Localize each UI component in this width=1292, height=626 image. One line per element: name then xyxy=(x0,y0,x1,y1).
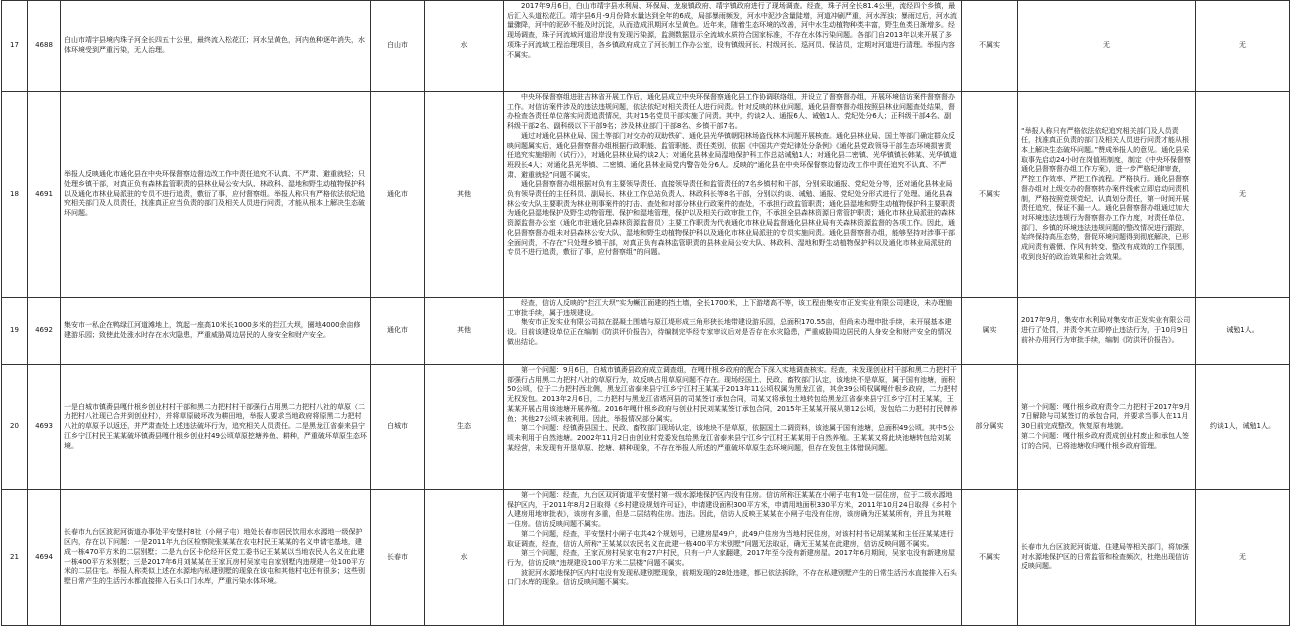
row-city: 白城市 xyxy=(371,365,425,490)
investigation-paragraph: 中央环保督察组进驻吉林省开展工作后，通化县成立中央环保督察通化县工作协调联络组，并设立了督察督办组，开展环境信访案件督察督办工作。对信访案件涉及的违法违规问题，依法依纪对相关责任人进行问责。针对反映的林业问题，通化县督察督办组按照县林业问题查处结果，督办检查各责任单位落实问责追责情况，共对15名党员干部实施了问责。其中，约谈2人、通报6人、诫勉1人、党纪处分6人；正科级干部4名、副科级干部2名、副科级以下干部9名；涉及林业部门干部8名、乡镇干部7名。 xyxy=(507,93,955,131)
row-city: 通化市 xyxy=(371,298,425,365)
row-complaint: 白山市靖宇县境内珠子河全长四五十公里，最终流入松花江；河水呈黄色，河内鱼种逐年消失，水体环境受到严重污染，无人治理。 xyxy=(61,1,371,92)
row-city: 白山市 xyxy=(371,1,425,92)
table-row xyxy=(2,92,1290,298)
row-id: 4691 xyxy=(28,92,61,298)
row-investigation xyxy=(504,365,962,490)
row-type: 生态 xyxy=(425,365,504,490)
row-investigation xyxy=(504,1,962,92)
row-verdict: 不属实 xyxy=(962,92,1018,298)
row-handling: 2017年9月，集安市水利局对集安市正发实业有限公司进行了处罚，并责令其立即停止违法行为，于10月9日前补办用河行为审批手续，编制《防洪评价报告》。 xyxy=(1018,298,1196,365)
row-id: 4688 xyxy=(28,1,61,92)
row-type: 其他 xyxy=(425,92,504,298)
investigation-paragraph: 第三个问题，经查，王家瓦房村吴家屯有27户村民，只有一户人家翻建，2017年至今没有新建房屋。2017年6月期间，吴家屯没有新建房屋行为，信访反映“违规建设100平方米二层楼”问题不属实。 xyxy=(507,549,955,567)
row-investigation xyxy=(504,92,962,298)
row-verdict: 不属实 xyxy=(962,1,1018,92)
row-complaint: 一是白城市镇赉县嘎什根乡创业村村干部和黑二力把村村干部强行占用黑二力把村八社的草原（二力把村八社现已合并到创业村），并将草原破坏改为耕田地，举报人要求当地政府将原黑二力把村八社的草原予以返还，并严肃查处上述违法破坏行为，追究相关人员责任。二是黑龙江省泰来县宁江乡宁江村民王某某破坏镇赉县嘎什根乡创业村49公顷草原挖塘养鱼、耕种，严重破坏草原生态环境。 xyxy=(61,365,371,490)
row-verdict: 部分属实 xyxy=(962,365,1018,490)
row-accountability: 无 xyxy=(1196,490,1290,626)
row-accountability: 诫勉1人。 xyxy=(1196,298,1290,365)
row-type: 其他 xyxy=(425,298,504,365)
row-city: 长春市 xyxy=(371,490,425,626)
row-seq: 21 xyxy=(2,490,28,626)
row-complaint: 举报人反映通化市通化县在中央环保督察边督边改工作中责任追究不认真、不严肃、避重就轻；只处理乡镇干部，对真正负有森林监管职责的县林业局公安大队、林政科、湿地和野生动植物保护科以及通化市林业局派驻的专员不进行追责，敷衍了事，应付督察组。举报人称只有严格依法依纪追究相关部门及人员责任，找准真正应当负责的部门及相关人员进行问责，才能从根本上解决生态破坏问题。 xyxy=(61,92,371,298)
complaint-table xyxy=(1,0,1290,626)
row-investigation xyxy=(504,298,962,365)
row-complaint: 长春市九台区波泥河街道办事处平安堡村8社（小闸子屯）地处长春市居民饮用水水源地一级保护区内，存在以下问题：一是2011年九台区检察院张某某在农屯村民王某某的名义申请宅基地，建成一栋470平方米的二层别墅；二是九台区卡伦经开区党工委书记王某某以当地农民人名义在此建一栋400平方米别墅；三是2017年6月刘某某在王家瓦房村吴家屯自家别墅内违规建一处100平方米的二层住宅。举报人称类似上述在水源地内私建别墅的现象在该屯和其他村屯还有很多；这些别墅日常产生的生活污水都直接排入石头口门水库，严重污染水体环境。 xyxy=(61,490,371,626)
row-handling: “举报人称只有严格依法依纪追究相关部门及人员责任，找准真正负责的部门及相关人员进行问责才能从根本上解决生态破坏问题。”赞成举报人的意见。通化县采取事先启动24小时在岗值班制度，制定《中央环保督察通化县督察督办组工作方案》，进一步严格纪律审查，严控工作效率、严把工作流程。严格执行。通化县督察督办组对上级交办的督察转办案件线索立即启动问责机制，严格按照党规党纪、认真划分责任，第一时间开展责任追究，保证不漏一人。通化县督察督办组通过加大对环境违法违规行为督察督办工作力度，对责任单位、部门、乡镇的环境违法违规问题的整改情况进行跟踪，始终保持高压态势，督促环境问题得到彻底解决，已形成问责有震慑、作风有转变、整改有成效的工作氛围，收到良好的政治效果和社会效果。 xyxy=(1018,92,1196,298)
investigation-paragraph: 第一个问题：经查，九台区双河街道平安堡村第一级水源地保护区内没有住房。信访所称汪某某在小闸子屯有1处一层住房，位于二级水源地保护区内，于2011年8月2日取得《乡村建设规划许可证》，申请建设面积300平方米，申请用地面积330平方米，2011年10月24日取得《乡村个人建房用地审批表》，该房有多重，但是二层结构住房。违法。因此，信访人反映王某某在小闸子屯没有住房，该房确为汪某某所有，并且为其唯一住房。信访反映问题不属实。 xyxy=(507,491,957,529)
table-row xyxy=(2,298,1290,365)
row-complaint: 集安市一私企在鸭绿江河道滩地上，筑起一座高10米长1000多米的拦江大坝，圈地4000余亩修建游乐园；致使此处涨水时存在水灾隐患，严重威胁周边居民的人身安全和财产安全。 xyxy=(61,298,371,365)
investigation-paragraph: 经查，信访人反映的“拦江大坝”实为鳜江面建的挡土墙，全长1700米，上下游堵高不等，该工程由集安市正发实业有限公司建设，未办理施工审批手续，属于违规建设。 xyxy=(507,299,953,317)
investigation-paragraph: 集安市正发实业有限公司拟在混凝土围墙与原江堤形成三角形狭长地带建设游乐园，总面积170.55亩，但尚未办理申批手续，未开展基本建设。目前该建设单位正在编制《防洪评价报告》，待编制完毕经专家审议后对是否存在水灾隐患，严重威胁周边居民的人身安全和财产安全的情况做出结论。 xyxy=(507,318,952,346)
row-verdict: 不属实 xyxy=(962,490,1018,626)
row-seq: 20 xyxy=(2,365,28,490)
row-type: 水 xyxy=(425,490,504,626)
table-row xyxy=(2,490,1290,626)
investigation-paragraph: 通化县督察督办组根据对负有主要领导责任、直接领导责任和监管责任的7名乡镇村和干部，分别采取通报、党纪处分等，还对通化县林业局负有领导责任的主任科员、副局长、林业工作总站负责人、林政科长等8名干部，分别以约谈、诫勉、通报、党纪处分形式进行了处理。通化县森林公安大队主要职责为林业刑事案件的打击、查处和对部分林业行政案件的查处，不承担行政监管职责；通化县湿地和野生动植物保护科主要职责为通化县湿地保护及野生动物管理、保护和湿地管理，保护以及相关行政审批工作，不承担全县森林资源日常管护职责；通化市林业局派驻的森林资源监督办公室（通化市驻通化县森林资源监督员）主要工作职责为代表通化市林业局监督通化县林业局有关森林资源监督的各项工作。因此，通化县督察督办组未对县森林公安大队、湿地和野生动植物保护科以及通化市林业局派驻的专员实施问责。通化县督察督办组，能够坚持对涉事干部全面问责，不存在“只处理乡镇干部，对真正负有森林监管职责的县林业局公安大队、林政科、湿地和野生动植物保护科以及通化市林业局派驻的专员不进行追责，敷衍了事，应付督察组”的问题。 xyxy=(507,180,955,257)
row-verdict: 属实 xyxy=(962,298,1018,365)
investigation-paragraph: 波泥河水源地保护区内村屯没有发现私建别墅现象，前期发现的28处违建，都已依法拆除，不存在私建别墅产生的日常生活污水直接排入石头口门水库的现象。信访反映问题不属实。 xyxy=(507,568,957,587)
row-id: 4693 xyxy=(28,365,61,490)
row-type: 水 xyxy=(425,1,504,92)
investigation-paragraph: 2017年9月6日，白山市靖宇县水利局、环保局、龙泉镇政府、靖宇镇政府进行了现场调查。经查，珠子河全长81.4公里，流经四个乡镇，最后汇入头道松花江。靖宇县6月-9月份降水量达到全年的6成，局部暴雨频发，河水中泥沙含量陡增，河道冲刷严重，河水浑浊；暴雨过后，河水流量骤降，河中的泥砂不能及时沉淀，从而造成汛期河水呈黄色。近年来，随着生态环境的改善，河中水生动植物种类丰富，野生鱼类日渐增多。经现场调查，珠子河流域河道沿岸没有发现污染源，监测数据显示全流域水质符合国家标准，不存在水体污染问题。各部门自2013年以来开展了多项珠子河流域工程治理项目，各乡镇政府成立了河长制工作办公室，设有镇级河长、村级河长、巡河员、保洁员，定期对河道进行清理。举报内容不属实。 xyxy=(507,2,957,59)
row-accountability: 约谈1人，诫勉1人。 xyxy=(1196,365,1290,490)
row-investigation xyxy=(504,490,962,626)
row-seq: 18 xyxy=(2,92,28,298)
investigation-paragraph: 第二个问题，经查，平安堡村小闸子屯共42个规划号，已建房屋49户，此49户住房为当地村民住房，对该村村书记胡某某和主任汪某某进行取证调查，经查，信访人所称“王某某以农民名义在此建一栋400平方米别墅”问题无法取证，确无王某某在此建房，信访反映问题不属实。 xyxy=(507,529,954,548)
table-row xyxy=(2,365,1290,490)
investigation-paragraph: 通过对通化县林业局、国土等部门对交办的双助铁矿、通化县光华镇朝阳林场盗伐林木问题开展核查。通化县林业局、国土等部门确定群众反映问题属实后，通化县督察督办组根据行政职能、监管职能、责任类别，依据《中国共产党纪律处分条例》《通化县党政领导干部生态环境损害责任追究实施细则（试行）》，对通化县林业局约谈2人；对通化县林业局湿地保护科工作总站诫勉1人；对通化县二密镇、光华镇镇长韩某、光华镇道班段长4人；对通化县光华镇、二密镇、通化县林业局党内警告处分6人。反映的“通化县在中央环保督察边督边改工作中责任追究不认真、不严肃、避重就轻”问题不属实。 xyxy=(507,131,957,179)
row-city: 通化市 xyxy=(371,92,425,298)
row-id: 4694 xyxy=(28,490,61,626)
row-handling: 第一个问题：嘎什根乡政府责令二力把村于2017年9月7日解除与司某签订的承包合同，并要求当事人在11月30日前完成整改，恢复原有地貌。 第二个问题：嘎什根乡政府责成创业村废止和承包人签订的合同，已将池塘收归嘎什根乡政府管理。 xyxy=(1018,365,1196,490)
row-id: 4692 xyxy=(28,298,61,365)
row-accountability: 无 xyxy=(1196,1,1290,92)
table-row xyxy=(2,1,1290,92)
row-seq: 17 xyxy=(2,1,28,92)
investigation-paragraph: 第一个问题：9月6日，白城市镇赉县政府成立调查组，在嘎什根乡政府的配合下深入实地调查核实。经查，未发现创业村干部和黑二力把村干部强行占用黑二力把村八社的草原行为，故反映占用草原问题不存在。现场经国土、民政、畜牧部门认定，该地块不是草原，属于国有池塘，面积50公顷，位于二力把村西北侧，黑龙江省泰来县宁江乡宁江村王某某于2013年11公顷权属为黑龙江省，其余39公顷权属嘎什根乡政府，二力把村无权发包。2013年2月6日，二力把村与黑龙江省塔河县的司某签订承包合同，司某又将承包土地转包给黑龙江省泰来县宁江乡宁江村王某某，王某某开展占用该池塘开展养殖。2016年嘎什根乡政府与创业村民刘某某签订承包合同，2015年王某某开展从第12公顷，发包给二力把村打民牌养鱼；其他27公顷未被利用。因此，举报情况部分属实。 xyxy=(507,366,958,423)
row-handling: 长春市九台区波泥河街道、住建局等相关部门，将加强对水源地保护区的日常监管和检查频次，杜绝出现信访反映问题。 xyxy=(1018,490,1196,626)
row-accountability: 无 xyxy=(1196,92,1290,298)
investigation-paragraph: 第二个问题：经镇赉县国土、民政、畜牧部门现场认定，该地块不是草原，依据国土二调资料，该池属于国有池塘，总面积49公顷。其中5公顷未利用于自然池塘。2002年11月2日由创业村党委发包给黑龙江省泰来县宁江乡宁江村王某某用于自然养殖。王某某又将此块池塘转包给刘某某经营，未发现有开垦草原、挖塘、耕种现象，不存在举报人所述的严重破坏草原生态环境问题，但存在发包主体错误问题。 xyxy=(507,424,955,452)
row-seq: 19 xyxy=(2,298,28,365)
row-handling: 无 xyxy=(1018,1,1196,92)
